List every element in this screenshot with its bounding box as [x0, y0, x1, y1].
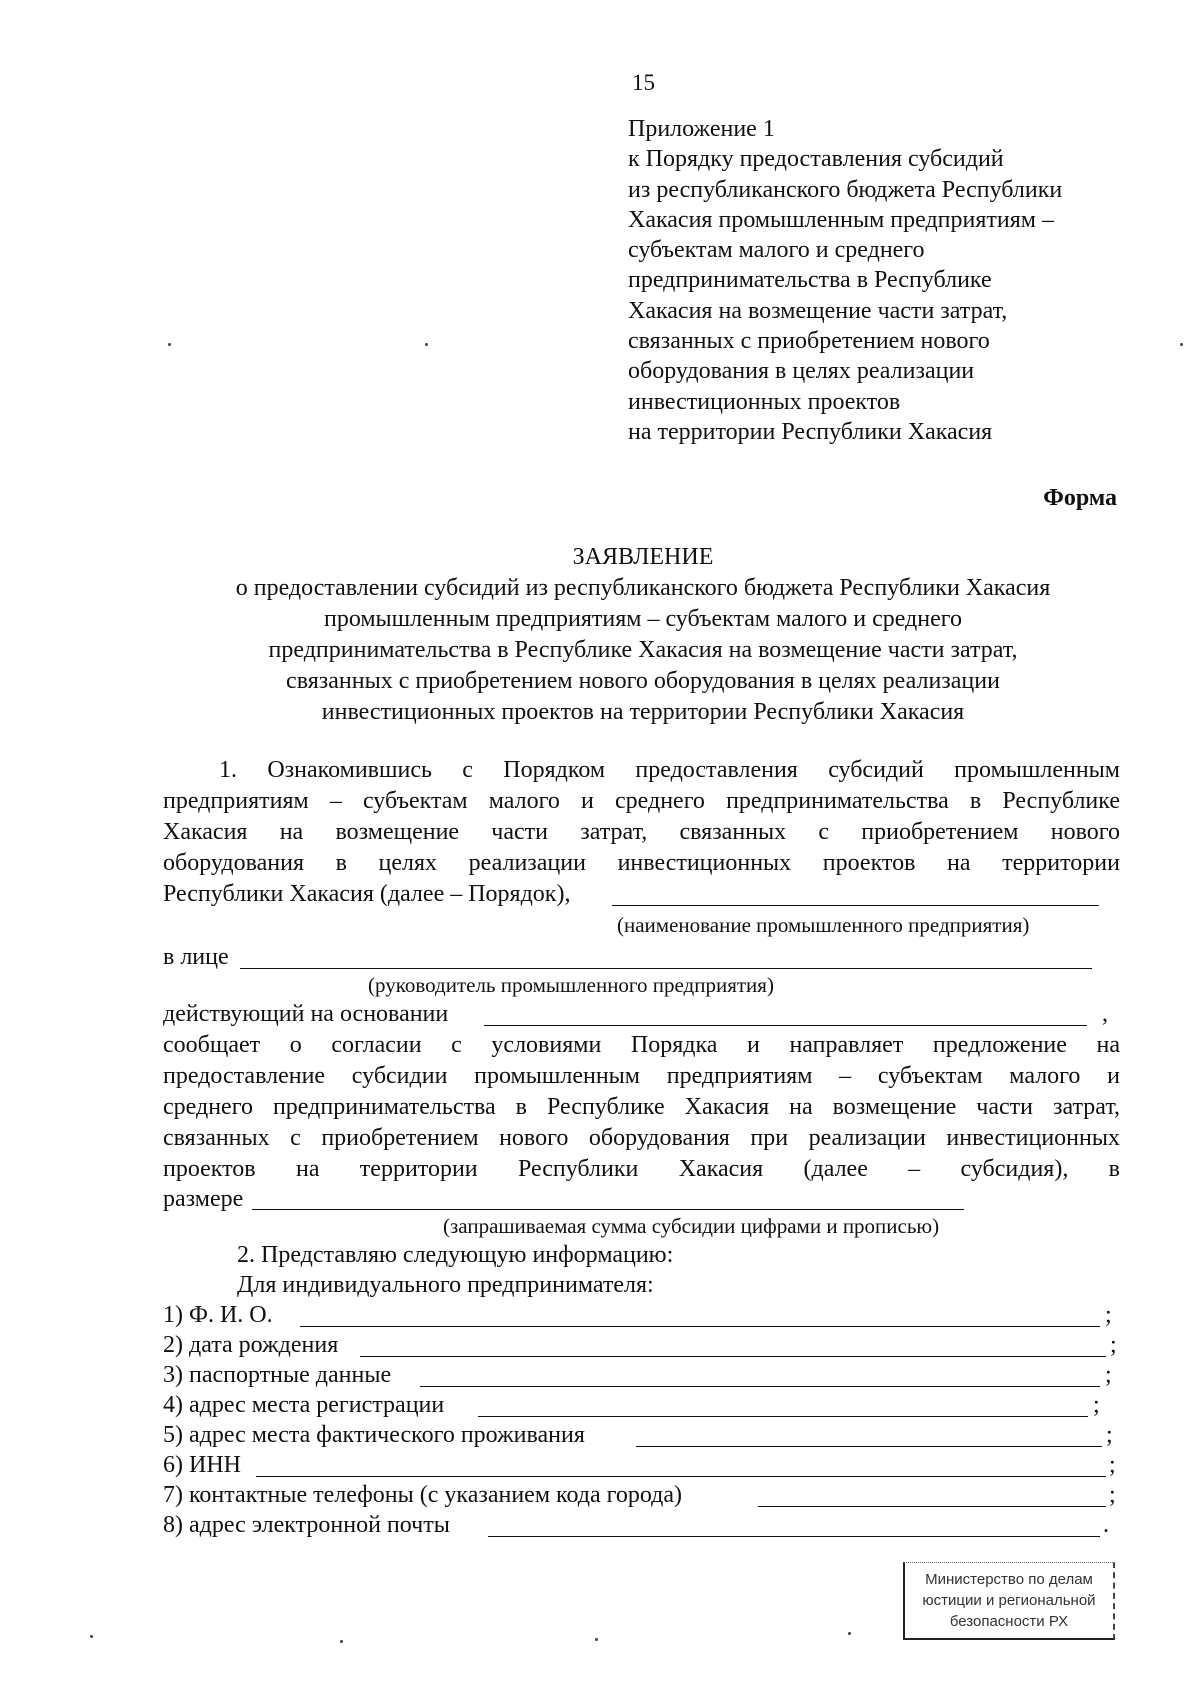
basis-field[interactable] [484, 1025, 1087, 1026]
appendix-line: на территории Республики Хакасия [628, 418, 993, 445]
field-end: ; [1109, 1482, 1116, 1508]
field-email-label: 8) адрес электронной почты [163, 1512, 450, 1538]
field-registration-label: 4) адрес места регистрации [163, 1392, 445, 1418]
head-name-caption: (руководитель промышленного предприятия) [368, 973, 774, 997]
field-end: ; [1109, 1452, 1116, 1478]
field-passport-input[interactable] [420, 1386, 1100, 1387]
field-end: ; [1110, 1332, 1117, 1358]
company-name-field[interactable] [612, 905, 1099, 906]
stamp-line: юстиции и региональной [922, 1592, 1096, 1609]
company-name-caption: (наименование промышленного предприятия) [617, 913, 1030, 937]
appendix-line: предпринимательства в Республике [628, 267, 992, 294]
stamp-line: безопасности РХ [949, 1613, 1069, 1630]
subtitle-line: о предоставлении субсидий из республиканского бюджета Республики Хакасия [235, 575, 1051, 601]
para1-last-line: Республики Хакасия (далее – Порядок), [163, 881, 571, 907]
field-end: ; [1105, 1362, 1112, 1388]
para1-line: 1. Ознакомившись с Порядком предоставления субсидий промышленным [219, 757, 1120, 783]
acting-end: , [1102, 1001, 1108, 1027]
amount-label: размере [163, 1186, 244, 1212]
field-residence-input[interactable] [636, 1446, 1102, 1447]
scan-speck [848, 1632, 851, 1635]
para2-line: связанных с приобретением нового оборудования при реализации инвестиционных [163, 1125, 1120, 1151]
field-residence-label: 5) адрес места фактического проживания [163, 1422, 585, 1448]
page-number: 15 [632, 70, 655, 95]
appendix-line: связанных с приобретением нового [628, 328, 990, 355]
field-inn-label: 6) ИНН [163, 1452, 241, 1478]
field-end: . [1103, 1512, 1109, 1538]
field-end: ; [1105, 1302, 1112, 1328]
field-end: ; [1093, 1392, 1100, 1418]
subtitle-line: связанных с приобретением нового оборудования в целях реализации [286, 668, 1000, 694]
appendix-line: Приложение 1 [628, 116, 775, 142]
scan-speck [168, 343, 171, 346]
para1-line: предприятиям – субъектам малого и среднего предпринимательства в Республике [163, 788, 1120, 814]
appendix-block [628, 114, 1062, 447]
scan-speck [1180, 343, 1183, 346]
field-passport-label: 3) паспортные данные [163, 1362, 392, 1388]
field-birthdate-input[interactable] [360, 1356, 1106, 1357]
appendix-line: Хакасия промышленным предприятиям – [628, 206, 1054, 233]
form-label: Форма [1043, 485, 1117, 511]
para2-line: среднего предпринимательства в Республике Хакасия на возмещение части затрат, [163, 1094, 1120, 1120]
appendix-line: оборудования в целях реализации [628, 358, 975, 385]
para2-line: предоставление субсидии промышленным предприятиям – субъектам малого и [163, 1063, 1120, 1089]
in-person-label: в лице [163, 944, 229, 970]
amount-field[interactable] [252, 1209, 964, 1210]
field-registration-input[interactable] [478, 1416, 1088, 1417]
field-phones-label: 7) контактные телефоны (с указанием кода города) [163, 1482, 683, 1508]
appendix-line: инвестиционных проектов [628, 388, 901, 415]
field-phones-input[interactable] [758, 1506, 1106, 1507]
subtitle-line: промышленным предприятиям – субъектам малого и среднего [323, 606, 963, 632]
para1-line: оборудования в целях реализации инвестиционных проектов на территории [163, 850, 1120, 876]
field-email-input[interactable] [488, 1536, 1100, 1537]
para2-line: сообщает о согласии с условиями Порядка и направляет предложение на [163, 1032, 1120, 1058]
acting-label: действующий на основании [163, 1001, 449, 1027]
appendix-line: из республиканского бюджета Республики [628, 176, 1063, 203]
ministry-stamp [903, 1562, 1115, 1640]
para1-line: Хакасия на возмещение части затрат, связанных с приобретением нового [163, 819, 1120, 845]
appendix-line: Хакасия на возмещение части затрат, [628, 297, 1008, 324]
appendix-line: к Порядку предоставления субсидий [628, 146, 1004, 173]
document-title: ЗАЯВЛЕНИЕ [572, 544, 714, 570]
appendix-line: субъектам малого и среднего [628, 237, 925, 264]
subtitle-line: инвестиционных проектов на территории Республики Хакасия [321, 699, 965, 725]
stamp-line: Министерство по делам [925, 1571, 1093, 1588]
field-birthdate-label: 2) дата рождения [163, 1332, 339, 1358]
scan-speck [595, 1638, 598, 1641]
field-end: ; [1106, 1422, 1113, 1448]
section2-heading: 2. Представляю следующую информацию: [237, 1242, 674, 1268]
scan-speck [425, 343, 428, 346]
document-heading [150, 542, 1136, 728]
field-fio-label: 1) Ф. И. О. [163, 1302, 273, 1328]
subtitle-line: предпринимательства в Республике Хакасия на возмещение части затрат, [268, 637, 1018, 663]
head-name-field[interactable] [240, 968, 1092, 969]
scan-speck [90, 1635, 93, 1638]
field-inn-input[interactable] [256, 1476, 1106, 1477]
for-ip-heading: Для индивидуального предпринимателя: [237, 1272, 654, 1298]
amount-caption: (запрашиваемая сумма субсидии цифрами и прописью) [443, 1214, 940, 1238]
field-fio-input[interactable] [300, 1326, 1100, 1327]
para2-line: проектов на территории Республики Хакасия (далее – субсидия), в [163, 1156, 1120, 1182]
scan-speck [340, 1640, 343, 1643]
